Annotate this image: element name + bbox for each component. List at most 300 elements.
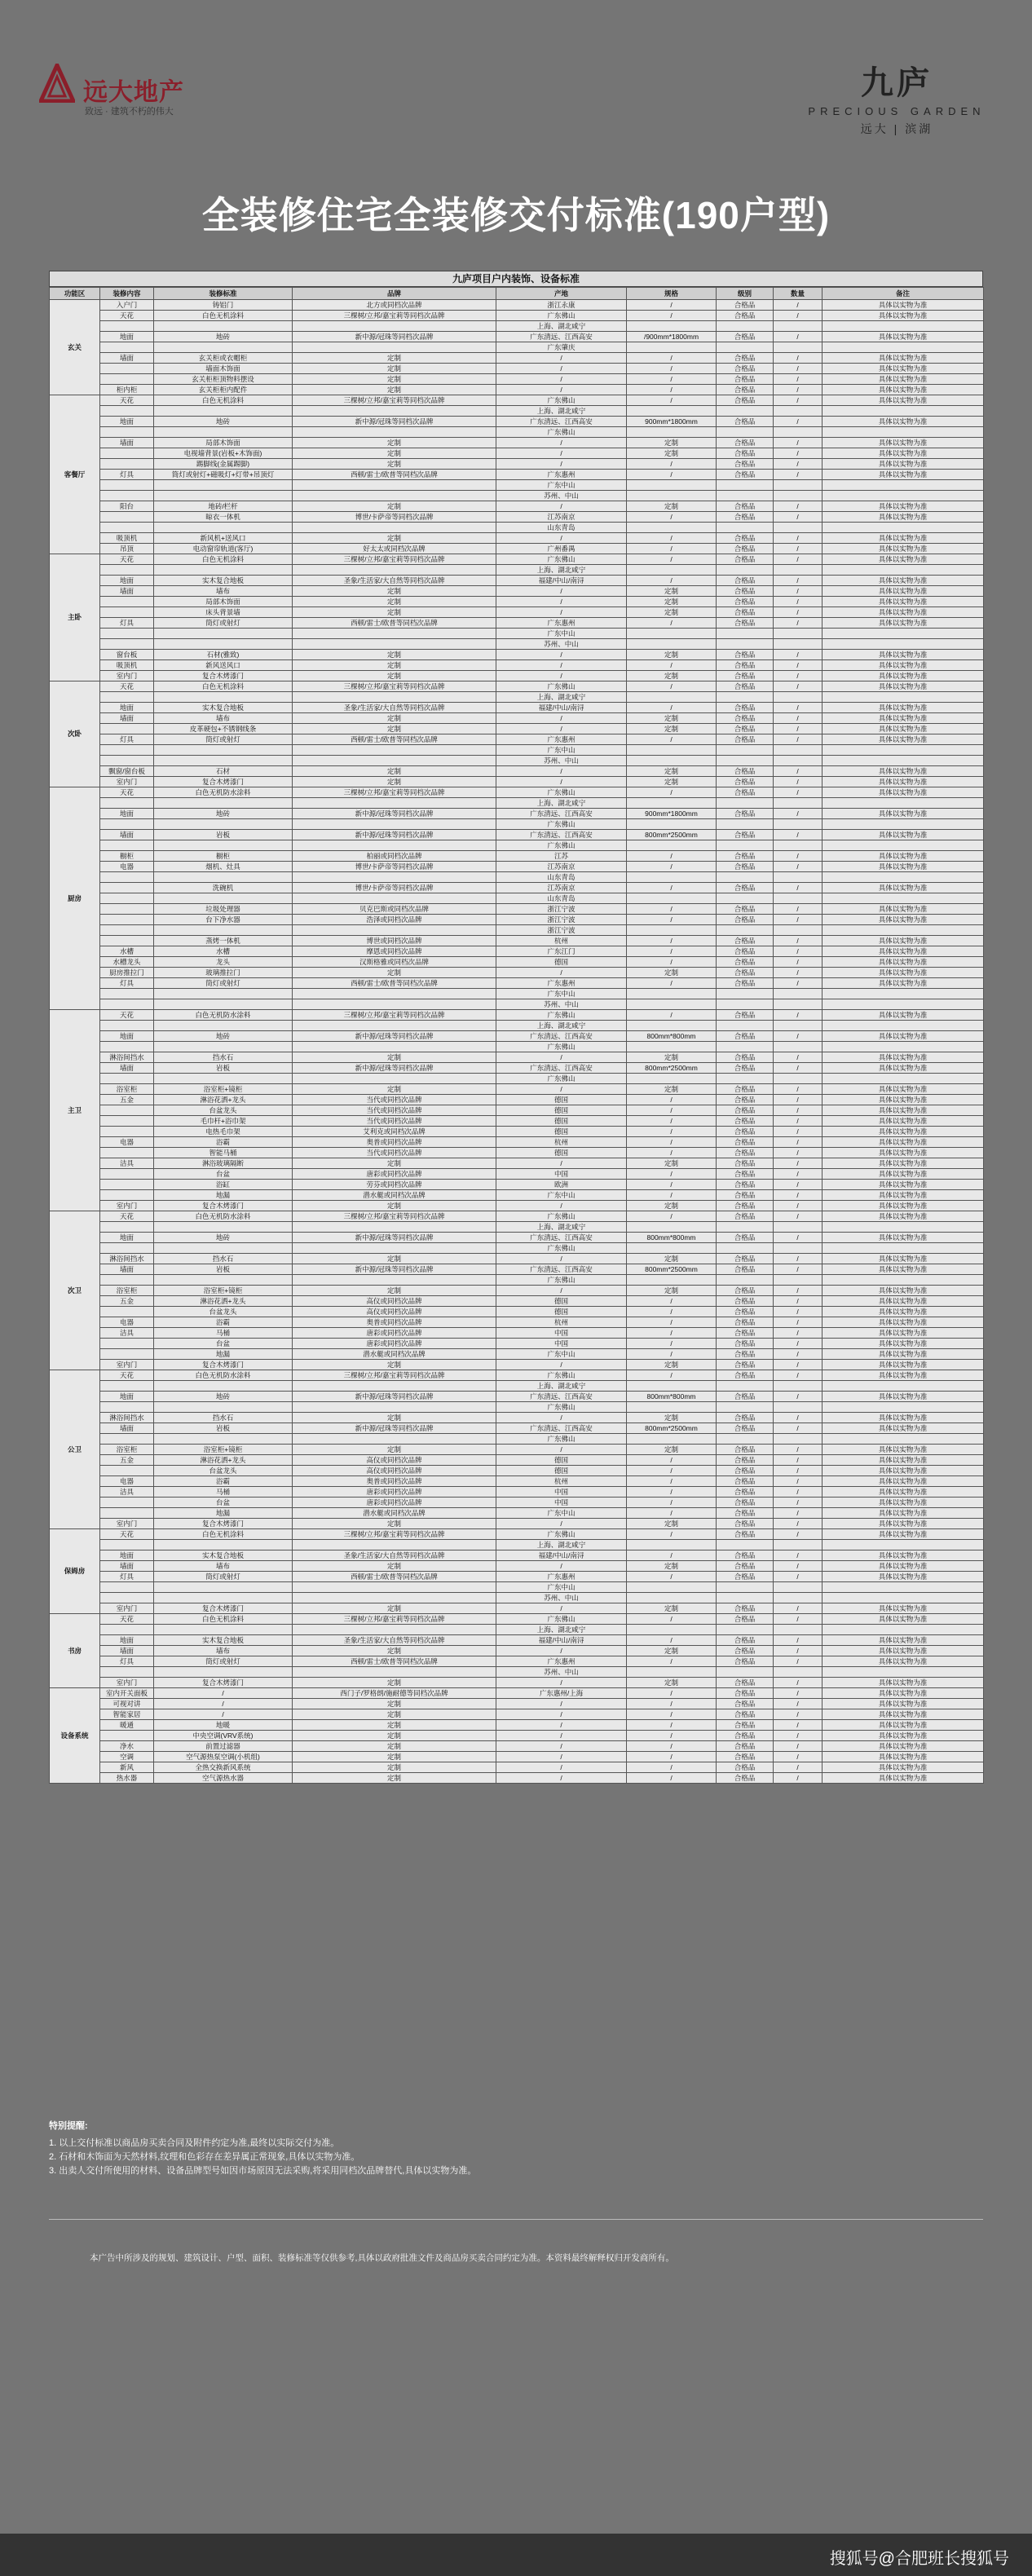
table-cell: 德国 xyxy=(496,1307,627,1317)
table-row xyxy=(50,925,984,936)
table-cell: 广东江门 xyxy=(496,946,627,957)
table-cell: 具体以实物为准 xyxy=(823,1169,984,1180)
table-cell: 定制 xyxy=(293,1561,496,1572)
table-cell: 合格品 xyxy=(717,459,774,470)
table-row xyxy=(50,1222,984,1233)
table-cell xyxy=(774,1434,823,1445)
table-header-cell: 数量 xyxy=(774,288,823,300)
table-cell: 德国 xyxy=(496,1466,627,1476)
table-cell: 新中源/冠珠等同档次品牌 xyxy=(293,1423,496,1434)
table-cell: / xyxy=(774,364,823,374)
table-cell: / xyxy=(774,1466,823,1476)
table-cell xyxy=(717,1582,774,1593)
table-cell: 天花 xyxy=(100,554,154,565)
table-cell: 具体以实物为准 xyxy=(823,1052,984,1063)
table-row xyxy=(50,1635,984,1646)
table-cell xyxy=(293,491,496,501)
table-cell: 合格品 xyxy=(717,1286,774,1296)
table-cell: / xyxy=(774,1614,823,1625)
page-header xyxy=(0,0,1032,135)
table-cell: 潜水艇或同档次品牌 xyxy=(293,1190,496,1201)
table-cell xyxy=(293,1667,496,1678)
table-row xyxy=(50,438,984,448)
table-cell: 具体以实物为准 xyxy=(823,1550,984,1561)
table-cell xyxy=(627,1021,717,1031)
table-cell: 广东佛山 xyxy=(496,787,627,798)
table-cell: 踢脚线(金属踢脚) xyxy=(154,459,293,470)
table-cell xyxy=(774,1667,823,1678)
table-cell xyxy=(154,989,293,999)
table-cell: / xyxy=(496,1678,627,1688)
table-cell: / xyxy=(774,883,823,893)
table-cell: / xyxy=(774,1709,823,1720)
table-cell xyxy=(823,1667,984,1678)
table-cell: / xyxy=(774,862,823,872)
table-cell: 马桶 xyxy=(154,1487,293,1498)
table-cell: 地漏 xyxy=(154,1349,293,1360)
footer-bar xyxy=(0,2534,1032,2576)
table-cell: 墙面 xyxy=(100,1561,154,1572)
table-row xyxy=(50,756,984,766)
table-cell: / xyxy=(774,904,823,915)
table-cell xyxy=(100,342,154,353)
table-cell: 杭州 xyxy=(496,1476,627,1487)
table-cell xyxy=(627,840,717,851)
table-cell: 具体以实物为准 xyxy=(823,1720,984,1731)
table-cell: 三棵树/立邦/嘉宝莉等同档次品牌 xyxy=(293,1010,496,1021)
table-cell xyxy=(100,406,154,417)
table-cell: 具体以实物为准 xyxy=(823,554,984,565)
table-cell: 铸铝门 xyxy=(154,300,293,311)
table-cell: 浙江永康 xyxy=(496,300,627,311)
table-cell: 唐彩或同档次品牌 xyxy=(293,1339,496,1349)
table-row xyxy=(50,607,984,618)
table-cell: 空气源热水器 xyxy=(154,1773,293,1784)
table-cell: 合格品 xyxy=(717,1646,774,1656)
table-cell: 具体以实物为准 xyxy=(823,1127,984,1137)
table-cell: / xyxy=(774,1529,823,1540)
table-cell: 淋浴间挡水 xyxy=(100,1254,154,1264)
table-cell: / xyxy=(774,766,823,777)
table-cell: 白色无机涂料 xyxy=(154,1529,293,1540)
developer-name: 远大地产 xyxy=(83,79,184,106)
table-cell: 室内门 xyxy=(100,1603,154,1614)
table-cell: / xyxy=(627,470,717,480)
table-cell: 具体以实物为准 xyxy=(823,1201,984,1211)
table-row xyxy=(50,1656,984,1667)
table-cell: 具体以实物为准 xyxy=(823,1413,984,1423)
table-cell xyxy=(100,448,154,459)
table-cell xyxy=(627,989,717,999)
project-subtitle: 远大 | 滨湖 xyxy=(860,122,933,135)
table-row xyxy=(50,1413,984,1423)
table-cell xyxy=(100,512,154,523)
table-cell: 苏州、中山 xyxy=(496,999,627,1010)
table-cell: 定制 xyxy=(293,1773,496,1784)
table-cell: 阳台 xyxy=(100,501,154,512)
table-cell: / xyxy=(774,1741,823,1752)
table-cell: 具体以实物为准 xyxy=(823,671,984,681)
table-cell xyxy=(627,1042,717,1052)
table-cell: 灯具 xyxy=(100,734,154,745)
table-cell: 德国 xyxy=(496,1095,627,1105)
table-cell: 入户门 xyxy=(100,300,154,311)
table-cell xyxy=(823,1243,984,1254)
table-cell: 广东佛山 xyxy=(496,819,627,830)
table-cell xyxy=(717,1593,774,1603)
table-cell: 合格品 xyxy=(717,862,774,872)
table-cell xyxy=(774,999,823,1010)
table-cell xyxy=(717,1402,774,1413)
table-cell xyxy=(717,1434,774,1445)
table-cell: / xyxy=(627,1148,717,1158)
table-cell xyxy=(293,1042,496,1052)
table-row xyxy=(50,1752,984,1762)
table-cell xyxy=(100,1625,154,1635)
table-cell: 德国 xyxy=(496,957,627,968)
table-cell xyxy=(823,321,984,332)
table-cell: 具体以实物为准 xyxy=(823,459,984,470)
table-cell: 合格品 xyxy=(717,417,774,427)
table-cell xyxy=(627,565,717,576)
table-cell xyxy=(100,872,154,883)
table-cell: 具体以实物为准 xyxy=(823,830,984,840)
table-cell: / xyxy=(774,1148,823,1158)
table-cell: 智能马桶 xyxy=(154,1148,293,1158)
table-cell: 定制 xyxy=(293,1286,496,1296)
table-row xyxy=(50,1688,984,1699)
table-row xyxy=(50,480,984,491)
table-cell xyxy=(627,1540,717,1550)
table-cell: 具体以实物为准 xyxy=(823,1360,984,1370)
table-row xyxy=(50,724,984,734)
table-cell: / xyxy=(774,1572,823,1582)
table-cell xyxy=(823,798,984,809)
table-cell xyxy=(100,692,154,703)
table-cell: / xyxy=(496,353,627,364)
table-cell: 西顿/雷士/欧普等同档次品牌 xyxy=(293,618,496,629)
table-cell: 合格品 xyxy=(717,787,774,798)
table-row xyxy=(50,999,984,1010)
table-cell: / xyxy=(627,1339,717,1349)
table-cell xyxy=(154,639,293,650)
table-cell xyxy=(154,1222,293,1233)
table-cell: 复合木烤漆门 xyxy=(154,1603,293,1614)
table-row xyxy=(50,395,984,406)
table-cell: 电器 xyxy=(100,1476,154,1487)
table-cell: 合格品 xyxy=(717,1529,774,1540)
table-cell: 定制 xyxy=(293,353,496,364)
table-cell: 合格品 xyxy=(717,1169,774,1180)
table-cell: 马桶 xyxy=(154,1328,293,1339)
table-cell xyxy=(774,692,823,703)
table-row xyxy=(50,1339,984,1349)
table-cell: 白色无机防水涂料 xyxy=(154,1370,293,1381)
table-cell: / xyxy=(774,1656,823,1667)
table-cell: / xyxy=(496,1741,627,1752)
table-row xyxy=(50,533,984,544)
table-cell: 墙面 xyxy=(100,353,154,364)
table-cell: 具体以实物为准 xyxy=(823,1709,984,1720)
table-cell xyxy=(293,999,496,1010)
table-cell: / xyxy=(627,1455,717,1466)
table-cell: 广东佛山 xyxy=(496,311,627,321)
table-cell xyxy=(100,364,154,374)
table-cell: 筒灯或射灯 xyxy=(154,1572,293,1582)
table-cell: 墙布 xyxy=(154,713,293,724)
table-cell: 台下净水器 xyxy=(154,915,293,925)
table-cell: 定制 xyxy=(627,724,717,734)
table-cell: / xyxy=(774,1105,823,1116)
table-cell: / xyxy=(774,353,823,364)
table-cell: 具体以实物为准 xyxy=(823,713,984,724)
table-cell: / xyxy=(774,1211,823,1222)
table-cell: 实木复合地板 xyxy=(154,703,293,713)
table-cell: 广东中山 xyxy=(496,1508,627,1519)
table-cell: 合格品 xyxy=(717,713,774,724)
table-cell: 实木复合地板 xyxy=(154,576,293,586)
table-cell: / xyxy=(496,597,627,607)
table-cell: 具体以实物为准 xyxy=(823,1741,984,1752)
table-cell xyxy=(293,1625,496,1635)
table-cell: 地面 xyxy=(100,332,154,342)
table-cell: 合格品 xyxy=(717,1635,774,1646)
table-cell: / xyxy=(774,1476,823,1487)
table-cell xyxy=(774,798,823,809)
table-cell: 定制 xyxy=(293,364,496,374)
table-row xyxy=(50,1434,984,1445)
table-cell: 定制 xyxy=(293,448,496,459)
table-cell: 台盆 xyxy=(154,1169,293,1180)
table-cell: 具体以实物为准 xyxy=(823,1678,984,1688)
table-row xyxy=(50,576,984,586)
table-cell xyxy=(823,565,984,576)
table-cell: 当代或同档次品牌 xyxy=(293,1148,496,1158)
table-cell xyxy=(154,491,293,501)
table-cell: 具体以实物为准 xyxy=(823,957,984,968)
table-cell: / xyxy=(627,459,717,470)
table-cell xyxy=(293,1021,496,1031)
table-cell: 德国 xyxy=(496,1116,627,1127)
table-cell: / xyxy=(496,1773,627,1784)
table-cell: 定制 xyxy=(627,1360,717,1370)
table-cell xyxy=(100,427,154,438)
table-cell: / xyxy=(627,311,717,321)
table-cell: 台盆龙头 xyxy=(154,1105,293,1116)
table-cell: 具体以实物为准 xyxy=(823,809,984,819)
table-cell: 具体以实物为准 xyxy=(823,311,984,321)
table-cell: 具体以实物为准 xyxy=(823,1519,984,1529)
table-cell: 具体以实物为准 xyxy=(823,607,984,618)
table-cell: 具体以实物为准 xyxy=(823,1296,984,1307)
table-cell: 合格品 xyxy=(717,1413,774,1423)
table-cell: / xyxy=(627,851,717,862)
table-cell: 智能家居 xyxy=(100,1709,154,1720)
table-cell: 墙面木饰面 xyxy=(154,364,293,374)
table-cell: 当代或同档次品牌 xyxy=(293,1105,496,1116)
table-cell xyxy=(154,1381,293,1392)
table-cell: / xyxy=(774,671,823,681)
table-cell: / xyxy=(774,1360,823,1370)
table-cell: 复合木烤漆门 xyxy=(154,1519,293,1529)
table-cell: / xyxy=(496,364,627,374)
table-cell: / xyxy=(627,1498,717,1508)
table-row xyxy=(50,1275,984,1286)
table-cell: 定制 xyxy=(293,501,496,512)
table-cell xyxy=(293,1582,496,1593)
table-cell: 具体以实物为准 xyxy=(823,1137,984,1148)
table-cell: 新中源/冠珠等同档次品牌 xyxy=(293,809,496,819)
table-row xyxy=(50,1201,984,1211)
table-cell xyxy=(717,1625,774,1635)
table-cell: / xyxy=(774,1519,823,1529)
table-cell: 可视对讲 xyxy=(100,1699,154,1709)
table-cell: 晾衣一体机 xyxy=(154,512,293,523)
table-cell xyxy=(627,342,717,353)
table-cell xyxy=(627,745,717,756)
table-cell xyxy=(774,565,823,576)
table-cell xyxy=(100,597,154,607)
table-row xyxy=(50,830,984,840)
table-cell: 合格品 xyxy=(717,1190,774,1201)
table-cell: 杭州 xyxy=(496,1137,627,1148)
table-cell: / xyxy=(627,1370,717,1381)
table-cell: 合格品 xyxy=(717,1572,774,1582)
table-cell xyxy=(774,893,823,904)
table-cell: 定制 xyxy=(293,968,496,978)
table-cell: 高仪或同档次品牌 xyxy=(293,1296,496,1307)
table-cell xyxy=(100,893,154,904)
table-cell xyxy=(717,1074,774,1084)
table-cell: / xyxy=(627,533,717,544)
table-cell: 广东佛山 xyxy=(496,1614,627,1625)
table-cell: 广东佛山 xyxy=(496,395,627,406)
table-cell: 广东佛山 xyxy=(496,1529,627,1540)
table-cell: 西顿/雷士/欧普等同档次品牌 xyxy=(293,1656,496,1667)
table-cell: 高仪或同档次品牌 xyxy=(293,1307,496,1317)
table-row xyxy=(50,904,984,915)
table-cell: / xyxy=(496,1646,627,1656)
table-cell: / xyxy=(774,1720,823,1731)
table-cell: / xyxy=(774,734,823,745)
table-cell: 新中源/冠珠等同档次品牌 xyxy=(293,830,496,840)
table-cell: / xyxy=(627,1773,717,1784)
table-row xyxy=(50,893,984,904)
table-cell: / xyxy=(774,650,823,660)
table-cell: 床头背景墙 xyxy=(154,607,293,618)
table-cell: / xyxy=(496,1084,627,1095)
table-cell: 定制 xyxy=(627,501,717,512)
table-cell xyxy=(100,1116,154,1127)
table-cell: 定制 xyxy=(293,597,496,607)
table-cell: 局部木饰面 xyxy=(154,597,293,607)
table-cell: 具体以实物为准 xyxy=(823,1699,984,1709)
table-cell xyxy=(154,819,293,830)
table-cell xyxy=(154,523,293,533)
table-cell: 浙江宁波 xyxy=(496,915,627,925)
table-cell: 天花 xyxy=(100,395,154,406)
table-cell: / xyxy=(496,586,627,597)
table-cell: 具体以实物为准 xyxy=(823,766,984,777)
table-cell: 具体以实物为准 xyxy=(823,1084,984,1095)
table-cell: / xyxy=(627,1127,717,1137)
table-row xyxy=(50,660,984,671)
table-cell xyxy=(100,989,154,999)
table-cell: 广东佛山 xyxy=(496,1074,627,1084)
table-row xyxy=(50,448,984,459)
table-cell xyxy=(293,893,496,904)
table-cell: 合格品 xyxy=(717,1010,774,1021)
table-cell: 皮革硬包+不锈钢线条 xyxy=(154,724,293,734)
table-cell: / xyxy=(627,300,717,311)
table-cell: 西顿/雷士/欧普等同档次品牌 xyxy=(293,734,496,745)
table-cell: 中央空调(VRV系统) xyxy=(154,1731,293,1741)
table-cell: / xyxy=(774,1180,823,1190)
table-cell: / xyxy=(496,1699,627,1709)
table-cell: 北方或同档次品牌 xyxy=(293,300,496,311)
table-cell: 定制 xyxy=(293,1158,496,1169)
table-row xyxy=(50,798,984,809)
table-cell: 具体以实物为准 xyxy=(823,533,984,544)
table-cell: 三棵树/立邦/嘉宝莉等同档次品牌 xyxy=(293,1529,496,1540)
table-cell: 定制 xyxy=(627,968,717,978)
table-row xyxy=(50,1148,984,1158)
table-cell: / xyxy=(496,650,627,660)
table-cell xyxy=(100,1148,154,1158)
table-cell xyxy=(717,629,774,639)
table-cell: 具体以实物为准 xyxy=(823,777,984,787)
table-cell: 复合木烤漆门 xyxy=(154,777,293,787)
table-cell: 潜水艇或同档次品牌 xyxy=(293,1349,496,1360)
table-cell xyxy=(627,491,717,501)
table-cell: 具体以实物为准 xyxy=(823,883,984,893)
table-cell xyxy=(293,745,496,756)
table-cell: / xyxy=(627,787,717,798)
table-cell xyxy=(154,321,293,332)
table-cell xyxy=(774,1593,823,1603)
table-row xyxy=(50,872,984,883)
table-cell xyxy=(823,745,984,756)
table-cell: / xyxy=(774,1127,823,1137)
table-cell: / xyxy=(774,1603,823,1614)
table-cell: 具体以实物为准 xyxy=(823,470,984,480)
table-cell: 洁具 xyxy=(100,1487,154,1498)
table-cell: 福建/中山/南浔 xyxy=(496,576,627,586)
table-cell: / xyxy=(774,1317,823,1328)
table-cell: / xyxy=(496,607,627,618)
table-cell: / xyxy=(627,1752,717,1762)
table-cell xyxy=(774,1540,823,1550)
table-cell: / xyxy=(774,1678,823,1688)
table-cell: 具体以实物为准 xyxy=(823,1561,984,1572)
table-row xyxy=(50,1540,984,1550)
table-cell: 具体以实物为准 xyxy=(823,1158,984,1169)
table-cell: 三棵树/立邦/嘉宝莉等同档次品牌 xyxy=(293,395,496,406)
table-cell: 吸顶机 xyxy=(100,533,154,544)
table-cell: 上海、湖北咸宁 xyxy=(496,798,627,809)
table-cell: 水槽 xyxy=(100,946,154,957)
divider xyxy=(49,2219,983,2220)
table-cell: / xyxy=(627,395,717,406)
table-cell xyxy=(100,1127,154,1137)
table-cell: 定制 xyxy=(627,777,717,787)
table-cell xyxy=(100,883,154,893)
table-cell: / xyxy=(774,501,823,512)
table-cell: 合格品 xyxy=(717,1720,774,1731)
table-cell: 白色无机防水涂料 xyxy=(154,1211,293,1222)
table-cell: 具体以实物为准 xyxy=(823,1370,984,1381)
table-cell: 江苏南京 xyxy=(496,883,627,893)
